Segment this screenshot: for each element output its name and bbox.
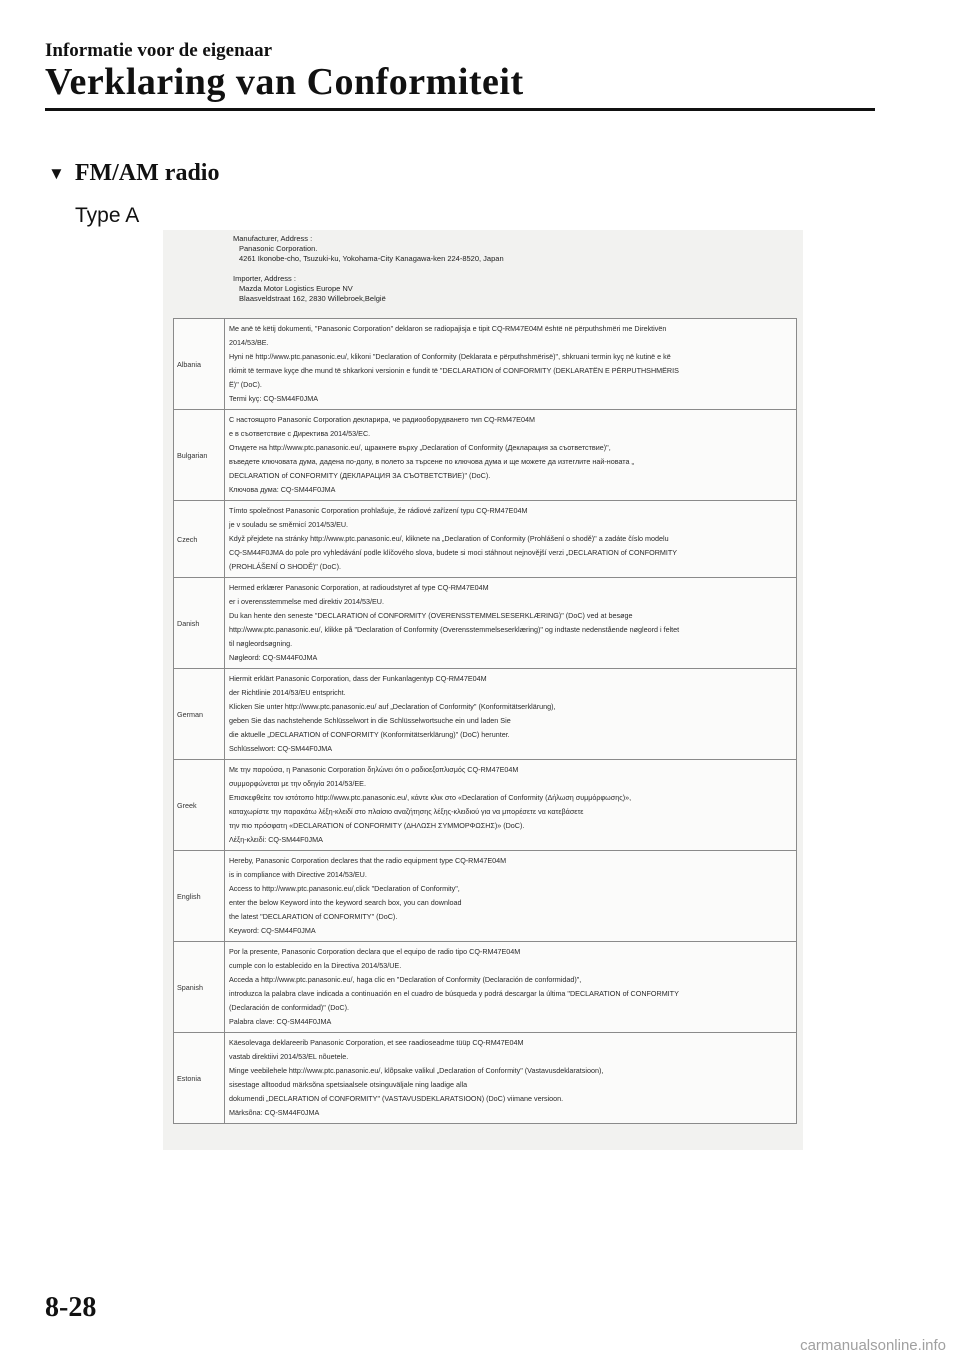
declaration-text: [225, 851, 797, 942]
declaration-line: http://www.ptc.panasonic.eu/, klikke på "Declaration of Conformity (Overensstemmelseserklæring)" og indtaste nedenstående nøgleord i feltet: [229, 625, 680, 634]
manufacturer-address: 4261 Ikonobe-cho, Tsuzuki-ku, Yokohama-City Kanagawa-ken 224-8520, Japan: [239, 254, 504, 263]
declaration-line: (Declaración de conformidad)" (DoC).: [229, 1003, 349, 1012]
declaration-line: С настоящото Panasonic Corporation декларира, че радиооборудването тип CQ-RM47E04M: [229, 415, 535, 424]
manufacturer-label: Manufacturer, Address :: [233, 234, 313, 243]
importer-label: Importer, Address :: [233, 274, 296, 283]
manufacturer-name: Panasonic Corporation.: [239, 244, 318, 253]
declaration-line: Klicken Sie unter http://www.ptc.panasonic.eu/ auf „Declaration of Conformity" (Konformitätserklärung),: [229, 702, 556, 711]
table-row: [174, 1033, 797, 1124]
declaration-line: въведете ключовата дума, дадена по-долу, в полето за търсене по ключова дума и ще можете да изтеглите най-новата „: [229, 457, 634, 466]
declaration-line: την πιο πρόσφατη «DECLARATION of CONFORMITY (ΔΗΛΩΣΗ ΣΥΜΜΟΡΦΩΣΗΣ)» (DoC).: [229, 821, 525, 830]
declaration-line: je v souladu se směrnicí 2014/53/EU.: [229, 520, 349, 529]
declaration-line: der Richtlinie 2014/53/EU entspricht.: [229, 688, 346, 697]
declaration-line: Tímto společnost Panasonic Corporation prohlašuje, že rádiové zařízení typu CQ-RM47E04M: [229, 506, 528, 515]
declaration-line: Λέξη-κλειδί: CQ-SM44F0JMA: [229, 835, 323, 844]
declaration-line: Hermed erklærer Panasonic Corporation, at radioudstyret af type CQ-RM47E04M: [229, 583, 489, 592]
language-table: [173, 318, 797, 1124]
declaration-line: Access to http://www.ptc.panasonic.eu/,click "Declaration of Conformity",: [229, 884, 460, 893]
declaration-line: CQ-SM44F0JMA do pole pro vyhledávání podle klíčového slova, budete si moci stáhnout nejnovější verzi „DECLARATION of CONFORMITY: [229, 548, 678, 557]
table-row: [174, 760, 797, 851]
language-name: Albania: [174, 319, 225, 410]
declaration-line: die aktuelle „DECLARATION of CONFORMITY (Konformitätserklärung)" (DoC) herunter.: [229, 730, 510, 739]
table-row: [174, 669, 797, 760]
declaration-line: sisestage alltoodud märksõna spetsiaalsele otsinguväljale ning laadige alla: [229, 1080, 468, 1089]
declaration-line: Отидете на http://www.ptc.panasonic.eu/, щракнете върху „Declaration of Conformity (Декларация за съответствие)",: [229, 443, 611, 452]
table-row: [174, 501, 797, 578]
declaration-line: (PROHLÁŠENÍ O SHODĚ)" (DoC).: [229, 562, 341, 571]
page-number: 8-28: [45, 1292, 97, 1323]
declaration-line: is in compliance with Directive 2014/53/EU.: [229, 870, 367, 879]
declaration-line: enter the below Keyword into the keyword search box, you can download: [229, 898, 462, 907]
type-label: Type A: [75, 204, 140, 227]
declaration-line: Keyword: CQ-SM44F0JMA: [229, 926, 316, 935]
declaration-line: DECLARATION of CONFORMITY (ДЕКЛАРАЦИЯ ЗА СЪОТВЕТСТВИЕ)" (DoC).: [229, 471, 491, 480]
declaration-line: vastab direktiivi 2014/53/EL nõuetele.: [229, 1052, 349, 1061]
table-row: [174, 851, 797, 942]
declaration-line: Με την παρούσα, η Panasonic Corporation δηλώνει ότι ο ραδιοεξοπλισμός CQ-RM47E04M: [229, 765, 519, 774]
table-row: [174, 410, 797, 501]
declaration-line: καταχωρίστε την παρακάτω λέξη-κλειδί στο πλαίσιο αναζήτησης λέξης-κλειδιού για να μπορέσετε να κατεβάσετε: [229, 807, 584, 816]
declaration-line: Ключова дума: CQ-SM44F0JMA: [229, 485, 336, 494]
declaration-line: cumple con lo establecido en la Directiva 2014/53/UE.: [229, 961, 402, 970]
declaration-line: Me anë të këtij dokumenti, "Panasonic Corporation" deklaron se radiopajisja e tipit CQ-RM47E04M është në përputhshmëri me Direktivën: [229, 324, 667, 333]
declaration-line: συμμορφώνεται με την οδηγία 2014/53/ΕΕ.: [229, 779, 366, 788]
declaration-text: [225, 669, 797, 760]
declaration-line: Käesolevaga deklareerib Panasonic Corporation, et see raadioseadme tüüp CQ-RM47E04M: [229, 1038, 524, 1047]
section-heading: [48, 160, 219, 187]
declaration-line: е в съответствие с Директива 2014/53/ЕС.: [229, 429, 371, 438]
declaration-text: [225, 760, 797, 851]
importer-address: Blaasveldstraat 162, 2830 Willebroek,België: [239, 294, 386, 303]
declaration-line: dokumendi „DECLARATION of CONFORMITY" (VASTAVUSDEKLARATSIOON) (DoC) viimane versioon.: [229, 1094, 564, 1103]
declaration-line: Märksõna: CQ-SM44F0JMA: [229, 1108, 320, 1117]
title-rule: [45, 108, 875, 111]
declaration-line: Hiermit erklärt Panasonic Corporation, dass der Funkanlagentyp CQ-RM47E04M: [229, 674, 487, 683]
table-row: [174, 942, 797, 1033]
declaration-line: Termi kyç: CQ-SM44F0JMA: [229, 394, 319, 403]
declaration-line: Ë)" (DoC).: [229, 380, 262, 389]
language-name: Danish: [174, 578, 225, 669]
declaration-line: Επισκεφθείτε τον ιστότοπο http://www.ptc.panasonic.eu/, κάντε κλικ στο «Declaration of Conformity (Δήλωση συμμόρφωσης)»,: [229, 793, 632, 802]
declaration-line: er i overensstemmelse med direktiv 2014/53/EU.: [229, 597, 384, 606]
language-name: English: [174, 851, 225, 942]
declaration-line: Nøgleord: CQ-SM44F0JMA: [229, 653, 318, 662]
declaration-text: [225, 1033, 797, 1124]
declaration-line: Hereby, Panasonic Corporation declares that the radio equipment type CQ-RM47E04M: [229, 856, 507, 865]
declaration-line: introduzca la palabra clave indicada a continuación en el cuadro de búsqueda y podrá descargar la última "DECLARATION of CONFORMITY: [229, 989, 679, 998]
importer-name: Mazda Motor Logistics Europe NV: [239, 284, 353, 293]
declaration-line: 2014/53/BE.: [229, 338, 269, 347]
declaration-line: rkimit të termave kyçe dhe mund të shkarkoni versionin e fundit të "DECLARATION of CONFORMITY (DEKLARATËN E PËRPUTHSHMËRIS: [229, 366, 679, 375]
declaration-text: [225, 501, 797, 578]
declaration-line: Schlüsselwort: CQ-SM44F0JMA: [229, 744, 333, 753]
declaration-line: Minge veebilehele http://www.ptc.panasonic.eu/, klõpsake valikul „Declaration of Conformity" (Vastavusdeklaratsioon),: [229, 1066, 604, 1075]
declaration-line: Hyni në http://www.ptc.panasonic.eu/, klikoni "Declaration of Conformity (Deklarata e përputhshmërisë)", shkruani termin kyç në kutinë e kë: [229, 352, 671, 361]
declaration-line: Por la presente, Panasonic Corporation declara que el equipo de radio tipo CQ-RM47E04M: [229, 947, 521, 956]
watermark: carmanualsonline.info: [800, 1337, 946, 1354]
declaration-text: [225, 942, 797, 1033]
language-name: German: [174, 669, 225, 760]
table-row: [174, 319, 797, 410]
section-title: FM/AM radio: [74, 160, 220, 186]
triangle-down-icon: ▼: [48, 163, 65, 183]
declaration-line: geben Sie das nachstehende Schlüsselwort in die Schlüsselwortsuche ein und laden Sie: [229, 716, 511, 725]
declaration-line: Acceda a http://www.ptc.panasonic.eu/, haga clic en "Declaration of Conformity (Declaración de conformidad)",: [229, 975, 582, 984]
table-row: [174, 578, 797, 669]
declaration-line: the latest "DECLARATION of CONFORMITY" (DoC).: [229, 912, 398, 921]
declaration-text: [225, 578, 797, 669]
declaration-text: [225, 319, 797, 410]
declaration-text: [225, 410, 797, 501]
declaration-line: Du kan hente den seneste "DECLARATION of CONFORMITY (OVERENSSTEMMELSESERKLÆRING)" (DoC) ved at besøge: [229, 611, 633, 620]
page-title: Verklaring van Conformiteit: [45, 61, 524, 103]
language-name: Czech: [174, 501, 225, 578]
language-name: Greek: [174, 760, 225, 851]
language-name: Spanish: [174, 942, 225, 1033]
chapter-kicker: Informatie voor de eigenaar: [45, 40, 273, 61]
declaration-line: til nøgleordsøgning.: [229, 639, 293, 648]
declaration-line: Palabra clave: CQ-SM44F0JMA: [229, 1017, 332, 1026]
language-name: Estonia: [174, 1033, 225, 1124]
declaration-line: Když přejdete na stránky http://www.ptc.panasonic.eu/, kliknete na „Declaration of Conformity (Prohlášení o shodě)" a zadáte číslo modelu: [229, 534, 669, 543]
declaration-figure: [163, 230, 803, 1150]
language-name: Bulgarian: [174, 410, 225, 501]
manufacturer-block: [233, 234, 504, 304]
